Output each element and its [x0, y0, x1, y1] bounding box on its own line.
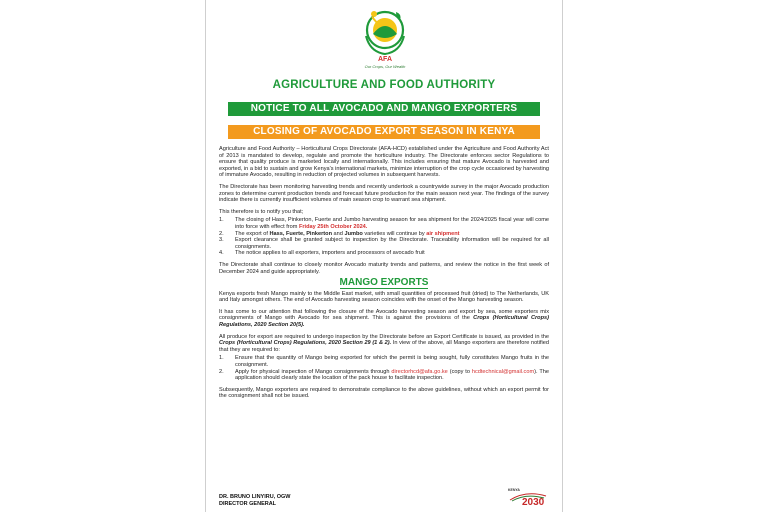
monitor-paragraph: The Directorate shall continue to closely monitor Avocado maturity trends and patterns, and review the notice in the first week of December 2024 and guide appropriately.: [219, 261, 549, 275]
notify-paragraph: This therefore is to notify you that;: [219, 208, 304, 215]
notice-body: [219, 146, 549, 405]
list-item: 2. Apply for physical inspection of Mango consignments through directorhcd@afa.go.ke (copy to hcdtechnical@gmail.com). The application should clearly state the location of the pack house to facilitate inspection.: [219, 368, 549, 382]
signature-block: [219, 494, 291, 508]
survey-paragraph: The Directorate has been monitoring harvesting trends and recently undertook a countrywide survey in the major Avocado production zones to determine current production trends and forecast future production for the main season next year. The findings of the survey indicate there is currently insufficient volumes of main season crop to warrant sea shipment.: [219, 183, 549, 204]
notice-document: [205, 0, 563, 512]
director-email-link[interactable]: directorhcd@afa.go.ke: [391, 368, 448, 375]
mango-inspection-paragraph: All produce for export are required to undergo inspection by the Directorate before an Export Certificate is issued, as provided in the Crops (Horticultural Crops) Regulations, 2020 Section 29 (1 & 2). In view of the above, all Mango exporters are therefore notified that they are required to:: [219, 333, 549, 353]
compliance-paragraph: Subsequently, Mango exporters are required to demonstrate compliance to the above guidelines, without which an export permit for the consignment shall not be issued.: [219, 386, 549, 400]
logo-tagline: Our Crops, Our Wealth: [364, 64, 406, 69]
avocado-list: [219, 217, 549, 257]
list-item: 1. Ensure that the quantity of Mango being exported for which the permit is being sought, fully constitutes Mango fruits in the consignment.: [219, 355, 549, 369]
signatory-title: DIRECTOR GENERAL: [219, 501, 277, 507]
mango-mixing-paragraph: It has come to our attention that following the closure of the Avocado harvesting season and export by sea, some exporters mix consignments of Mango with Avocado for sea shipment. This is against the provisions of the Crops (Horticultural Crops) Regulations, 2020 Section 20(5).: [219, 308, 549, 329]
list-item: 1. The closing of Hass, Pinkerton, Fuerte and Jumbo harvesting season for sea shipment for the 2024/2025 fiscal year will come into force with effect from Friday 25th October 2024.: [219, 217, 549, 230]
technical-email-link[interactable]: hcdtechnical@gmail.com: [471, 368, 535, 375]
mango-heading: MANGO EXPORTS: [339, 277, 429, 289]
closing-banner: CLOSING OF AVOCADO EXPORT SEASON IN KENYA: [228, 125, 540, 139]
org-title: AGRICULTURE AND FOOD AUTHORITY: [272, 79, 496, 91]
list-item: 4. The notice applies to all exporters, importers and processors of avocado fruit: [219, 250, 425, 257]
svg-text:AFA: AFA: [378, 56, 392, 63]
notice-banner: NOTICE TO ALL AVOCADO AND MANGO EXPORTERS: [228, 102, 540, 116]
signatory-name: DR. BRUNO LINYIRU, OGW: [219, 494, 291, 500]
afa-emblem-icon: [356, 6, 414, 64]
mango-list: [219, 355, 549, 381]
intro-paragraph: Agriculture and Food Authority – Horticultural Crops Directorate (AFA-HCD) established under the Agriculture and Food Authority Act of 2013 is mandated to develop, regulate and promote the horticulture industry. The Directorate enforces sector Regulations to ensure that quality produce is marketed locally and internationally. This includes ensuring that mature Avocado is harvested and exported, in a bid to sustain and grow Kenya's international markets, minimize interruption of the crop cycle occasioned by harvesting of immature Avocado, resulting in reduction of projected volumes in subsequent harvests.: [219, 146, 549, 179]
vision-2030-logo: KENYA 2030: [508, 488, 548, 510]
list-item: 2. The export of Hass, Fuerte, Pinkerton and Jumbo varieties will continue by air shipment: [219, 230, 460, 237]
mango-market-paragraph: Kenya exports fresh Mango mainly to the Middle East market, with small quantities of processed fruit (dried) to The Netherlands, UK and Italy amongst others. The end of Avocado harvesting season coincides with the onset of the Mango harvesting season.: [219, 290, 549, 304]
list-item: 3. Export clearance shall be granted subject to inspection by the Directorate. Traceability information will be required for all consignments.: [219, 237, 549, 250]
afa-logo: [356, 6, 414, 74]
